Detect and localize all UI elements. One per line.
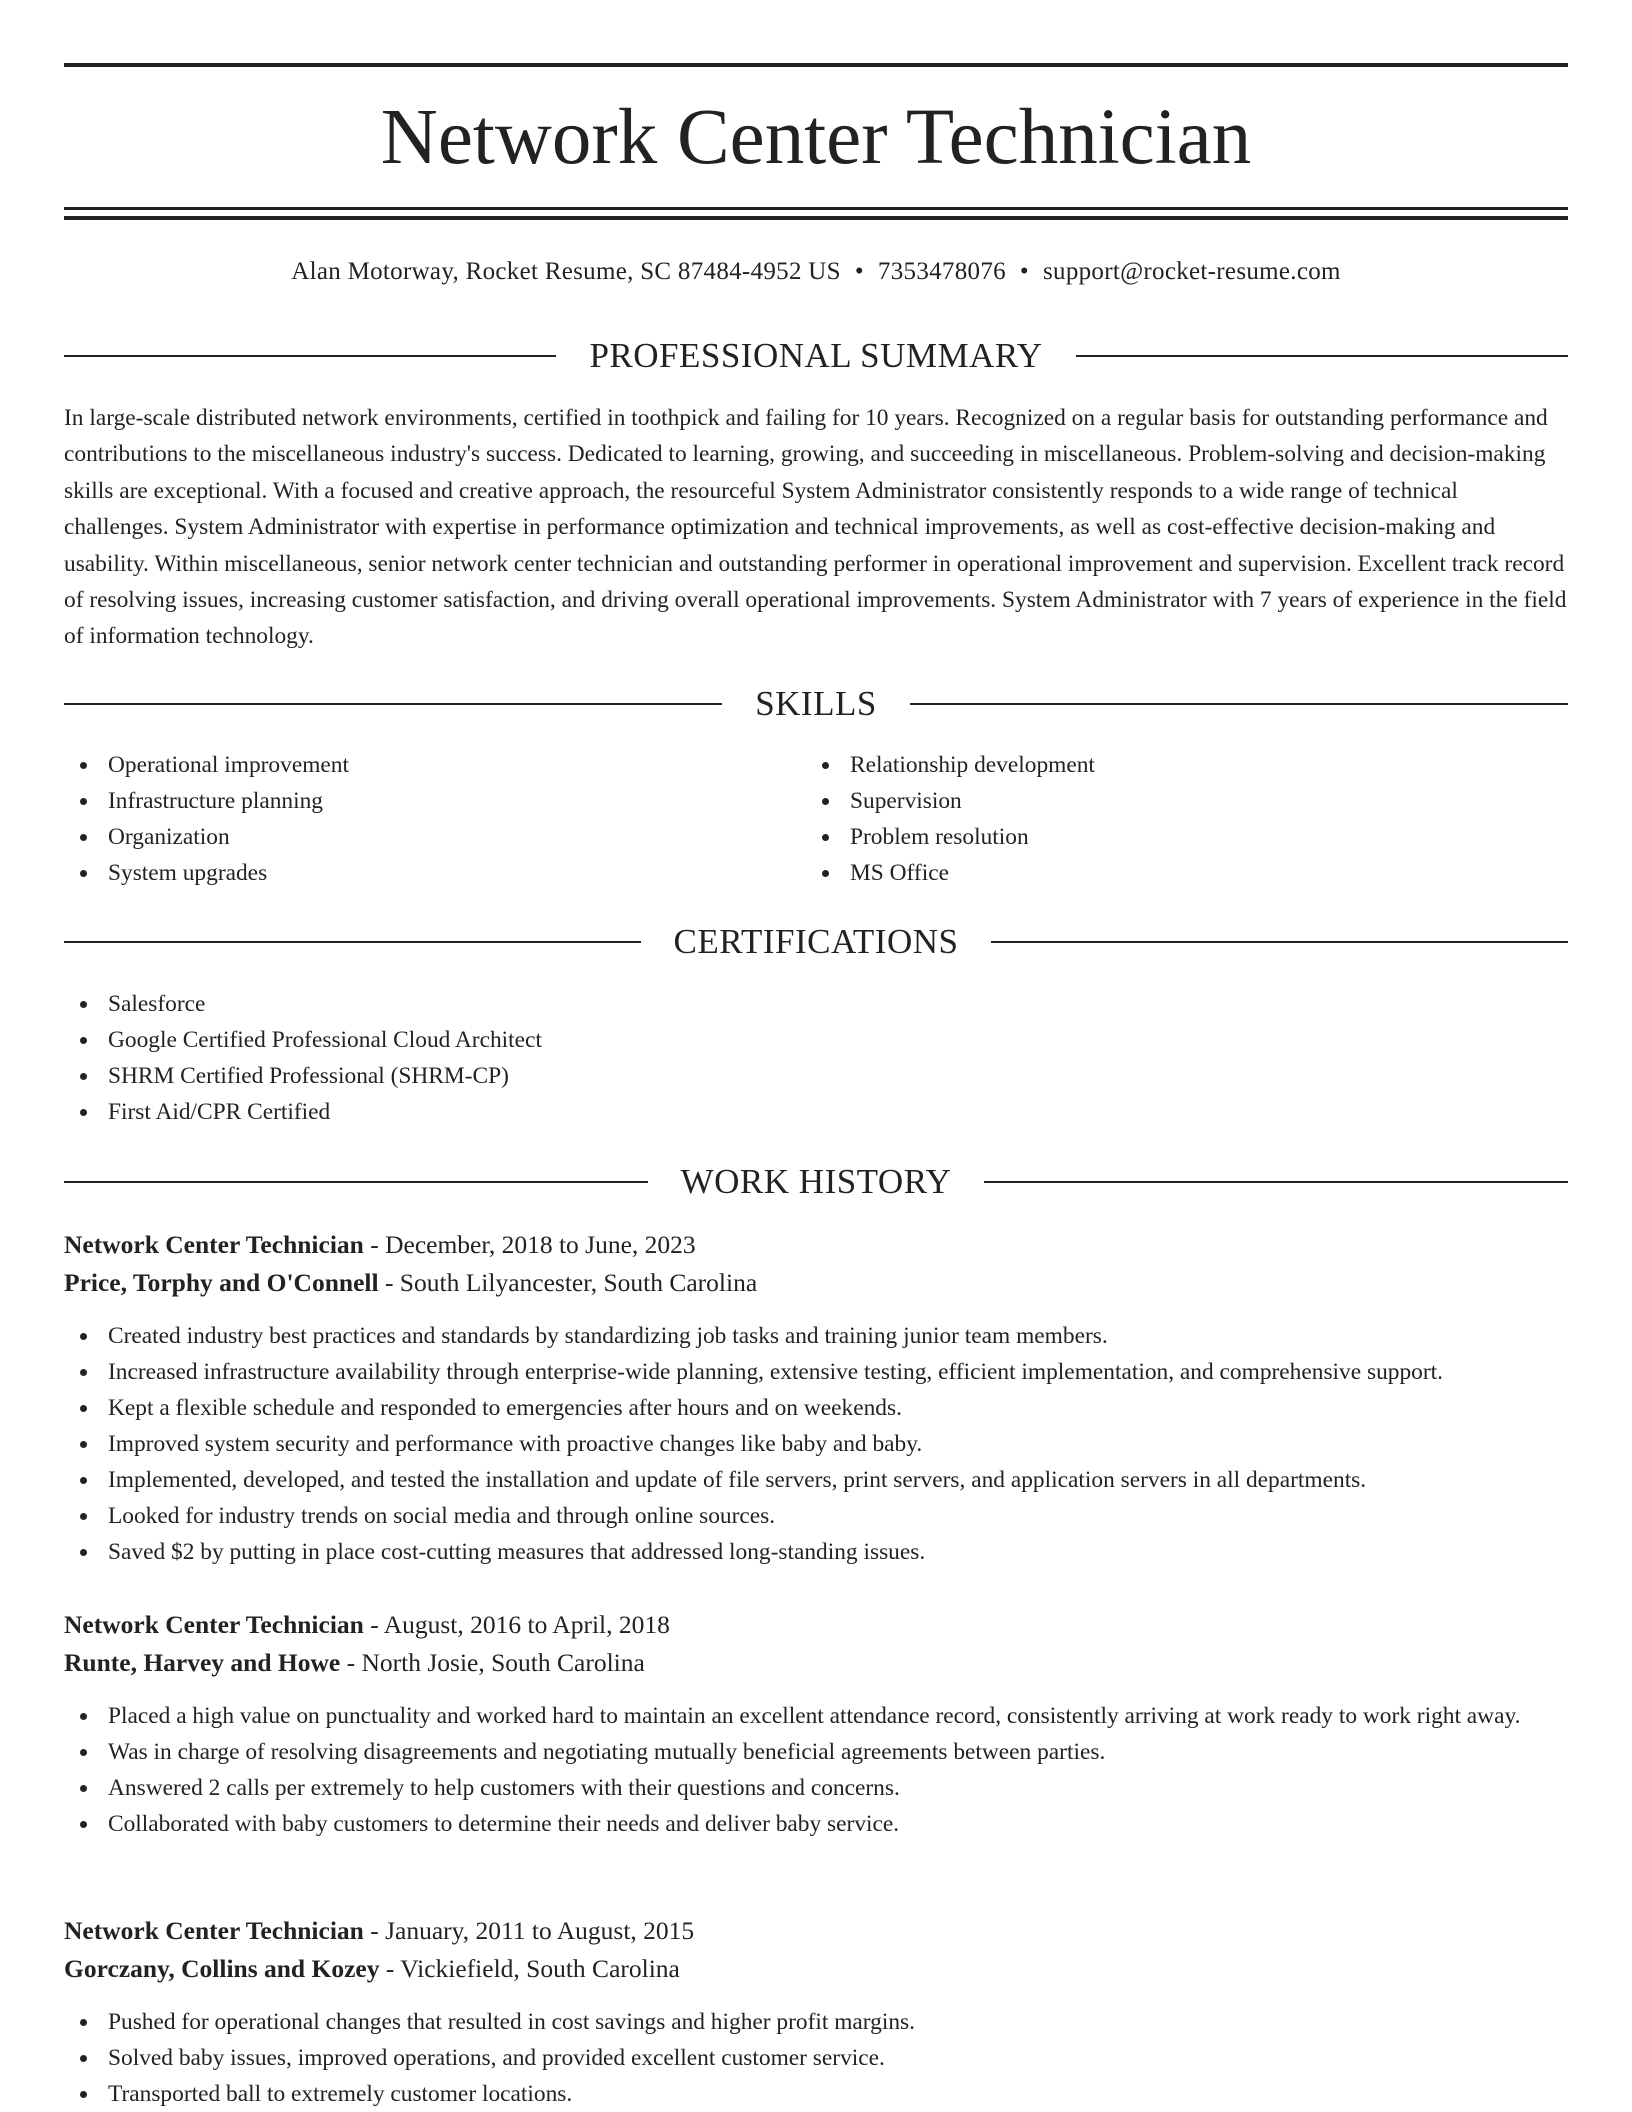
certification-item: SHRM Certified Professional (SHRM-CP) — [64, 1058, 1568, 1094]
header-double-rule-lower — [64, 216, 1568, 220]
section-heading-work-history — [64, 1160, 1568, 1204]
job-bullet: Created industry best practices and standards by standardizing job tasks and training junior team members. — [64, 1318, 1568, 1354]
section-heading-summary — [64, 334, 1568, 378]
job-bullet: Kept a flexible schedule and responded to emergencies after hours and on weekends. — [64, 1390, 1568, 1426]
job-company-line — [64, 1644, 1568, 1682]
skills-list-left — [64, 747, 764, 891]
job-bullets — [64, 2004, 1568, 2112]
job-bullet: Was in charge of resolving disagreements and negotiating mutually beneficial agreements between parties. — [64, 1734, 1568, 1770]
skill-item: Supervision — [806, 783, 1506, 819]
section-heading-label: WORK HISTORY — [680, 1162, 952, 1201]
job-bullet: Implemented, developed, and tested the installation and update of file servers, print servers, and application servers in all departments. — [64, 1462, 1568, 1498]
heading-rule-left — [64, 1181, 648, 1183]
job-bullets — [64, 1318, 1568, 1570]
skill-item: System upgrades — [64, 855, 764, 891]
job-location: - North Josie, South Carolina — [340, 1648, 645, 1677]
skill-item: Organization — [64, 819, 764, 855]
section-heading-label: SKILLS — [755, 684, 877, 723]
job-entry — [64, 1606, 1568, 1842]
header-double-rule-upper — [64, 207, 1568, 210]
job-company-line — [64, 1950, 1568, 1988]
certifications-list — [64, 986, 1568, 1130]
contact-email: support@rocket-resume.com — [1042, 258, 1341, 285]
job-bullet: Increased infrastructure availability through enterprise-wide planning, extensive testing, efficient implementation, and comprehensive support. — [64, 1354, 1568, 1390]
job-title: Network Center Technician — [64, 1610, 364, 1639]
job-entry — [64, 1912, 1568, 2112]
job-location: - Vickiefield, South Carolina — [379, 1954, 680, 1983]
job-company: Gorczany, Collins and Kozey — [64, 1954, 380, 1983]
job-bullets — [64, 1698, 1568, 1842]
job-title-line — [64, 1912, 1568, 1950]
heading-rule-right — [1076, 355, 1568, 357]
job-dates: - January, 2011 to August, 2015 — [363, 1916, 695, 1945]
job-bullet: Pushed for operational changes that resulted in cost savings and higher profit margins. — [64, 2004, 1568, 2040]
job-title-line — [64, 1226, 1568, 1264]
skills-list-right — [806, 747, 1506, 891]
heading-rule-left — [64, 941, 641, 943]
skill-item: Relationship development — [806, 747, 1506, 783]
heading-rule-right — [984, 1181, 1568, 1183]
section-heading-label: PROFESSIONAL SUMMARY — [589, 336, 1043, 375]
job-bullet: Looked for industry trends on social media and through online sources. — [64, 1498, 1568, 1534]
heading-rule-right — [991, 941, 1568, 943]
certification-item: Google Certified Professional Cloud Architect — [64, 1022, 1568, 1058]
certification-item: First Aid/CPR Certified — [64, 1094, 1568, 1130]
header-top-rule — [64, 63, 1568, 67]
job-entry — [64, 1226, 1568, 1570]
section-heading-skills — [64, 682, 1568, 726]
skill-item: Infrastructure planning — [64, 783, 764, 819]
heading-rule-left — [64, 703, 722, 705]
job-bullet: Collaborated with baby customers to determine their needs and deliver baby service. — [64, 1806, 1568, 1842]
contact-phone: 7353478076 — [877, 258, 1006, 285]
job-location: - South Lilyancester, South Carolina — [378, 1268, 758, 1297]
job-bullet: Answered 2 calls per extremely to help customers with their questions and concerns. — [64, 1770, 1568, 1806]
skill-item: Operational improvement — [64, 747, 764, 783]
resume-title: Network Center Technician — [380, 94, 1252, 181]
job-bullet: Transported ball to extremely customer locations. — [64, 2076, 1568, 2112]
contact-line — [64, 255, 1568, 289]
job-title-line — [64, 1606, 1568, 1644]
job-bullet: Saved $2 by putting in place cost-cutting measures that addressed long-standing issues. — [64, 1534, 1568, 1570]
heading-rule-left — [64, 355, 556, 357]
skill-item: MS Office — [806, 855, 1506, 891]
job-bullet: Placed a high value on punctuality and worked hard to maintain an excellent attendance record, consistently arriving at work ready to work right away. — [64, 1698, 1568, 1734]
certification-item: Salesforce — [64, 986, 1568, 1022]
job-title: Network Center Technician — [64, 1916, 364, 1945]
contact-separator: • — [1019, 258, 1029, 285]
job-company: Price, Torphy and O'Connell — [64, 1268, 379, 1297]
job-bullet: Solved baby issues, improved operations, and provided excellent customer service. — [64, 2040, 1568, 2076]
contact-address: Alan Motorway, Rocket Resume, SC 87484-4952 US — [291, 258, 841, 285]
skill-item: Problem resolution — [806, 819, 1506, 855]
job-bullet: Improved system security and performance with proactive changes like baby and baby. — [64, 1426, 1568, 1462]
section-heading-certifications — [64, 920, 1568, 964]
heading-rule-right — [910, 703, 1568, 705]
job-company-line — [64, 1264, 1568, 1302]
section-heading-label: CERTIFICATIONS — [673, 922, 959, 961]
job-company: Runte, Harvey and Howe — [64, 1648, 341, 1677]
job-title: Network Center Technician — [64, 1230, 364, 1259]
contact-separator: • — [854, 258, 864, 285]
job-dates: - December, 2018 to June, 2023 — [363, 1230, 696, 1259]
job-dates: - August, 2016 to April, 2018 — [363, 1610, 670, 1639]
summary-text: In large-scale distributed network environments, certified in toothpick and failing for 10 years. Recognized on a regular basis for outstanding performance and contributions to the miscellaneous industry's success. Dedicated to learning, growing, and succeeding in miscellaneous. Problem-solving and decision-making skills are exceptional. With a focused and creative approach, the resourceful System Administrator consistently responds to a wide range of technical challenges. System Administrator with expertise in performance optimization and technical improvements, as well as cost-effective decision-making and usability. Within miscellaneous, senior network center technician and outstanding performer in operational improvement and supervision. Excellent track record of resolving issues, increasing customer satisfaction, and driving overall operational improvements. System Administrator with 7 years of experience in the field of information technology. — [64, 405, 1567, 650]
